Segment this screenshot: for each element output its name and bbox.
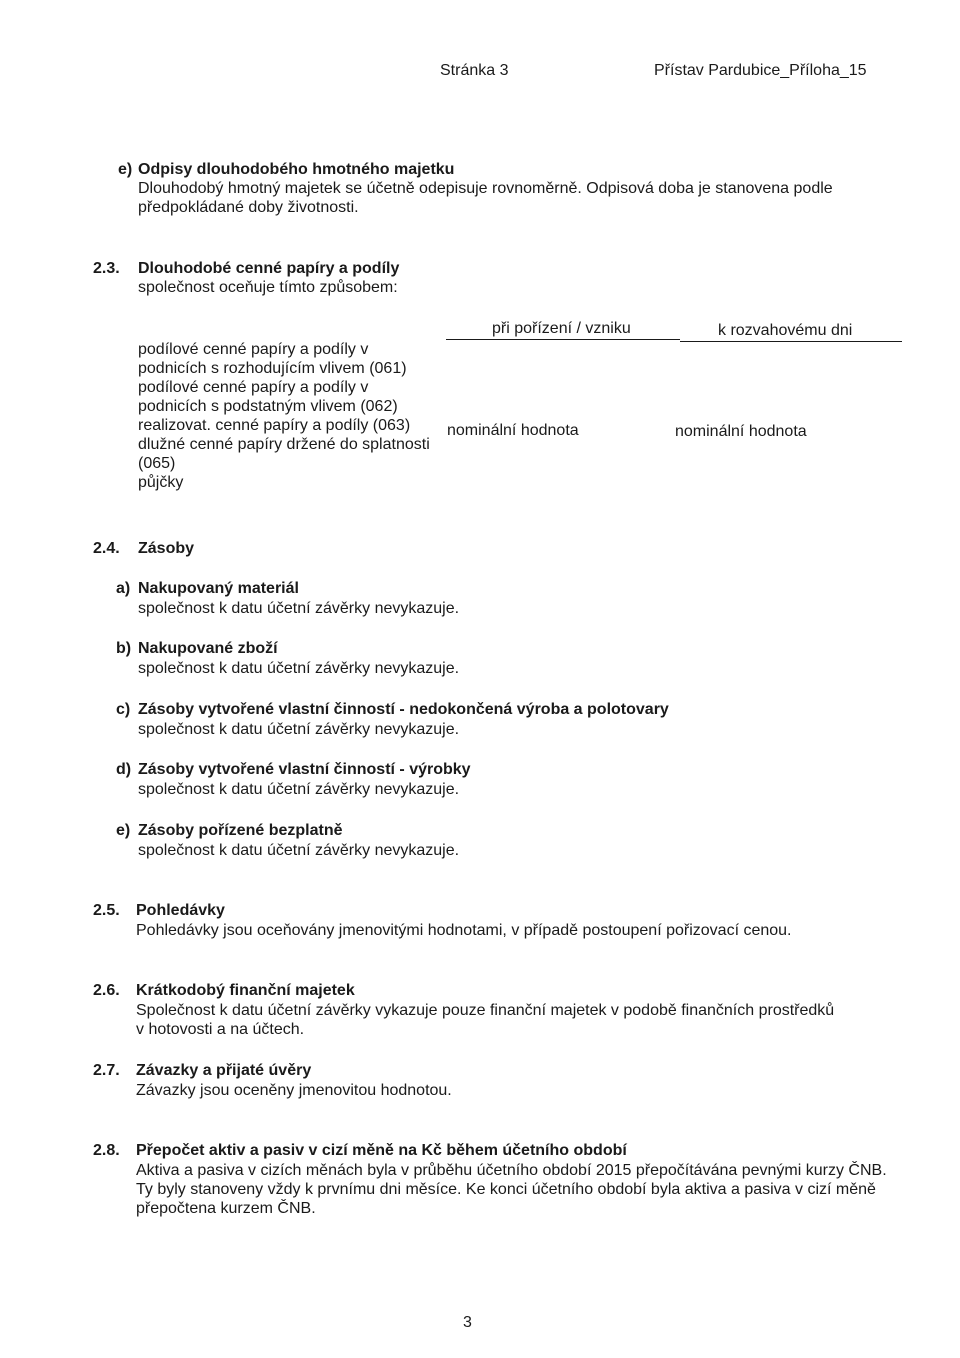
table-row-label: (065) xyxy=(138,455,176,472)
table-row-label: podílové cenné papíry a podíly v xyxy=(138,341,369,358)
section-title: Přepočet aktiv a pasiv v cizí měně na Kč během účetního období xyxy=(136,1142,627,1159)
file-label: Přístav Pardubice_Příloha_15 xyxy=(654,62,867,79)
subsection-title: Nakupované zboží xyxy=(138,640,278,657)
table-row-label: dlužné cenné papíry držené do splatnosti xyxy=(138,436,430,453)
subsection-text: společnost k datu účetní závěrky nevykazuje. xyxy=(138,660,460,677)
section-body xyxy=(136,1081,452,1100)
section-title: Dlouhodobé cenné papíry a podíly xyxy=(138,260,400,277)
body-line: Závazky jsou oceněny jmenovitou hodnotou. xyxy=(136,1082,452,1099)
body-line: Společnost k datu účetní závěrky vykazuje pouze finanční majetek v podobě finančních prostředků xyxy=(136,1002,835,1019)
section-marker: e) xyxy=(118,161,133,178)
subsection-text: společnost k datu účetní závěrky nevykazuje. xyxy=(138,842,460,859)
table-row-label: podílové cenné papíry a podíly v xyxy=(138,379,369,396)
table-row-label: podnicích s rozhodujícím vlivem (061) xyxy=(138,360,407,377)
table-cell-value: nominální hodnota xyxy=(447,422,579,439)
table-col-header: k rozvahovému dni xyxy=(718,322,853,339)
table-header-rule xyxy=(680,341,902,342)
page-label: Stránka 3 xyxy=(440,62,509,79)
subsection-text: společnost k datu účetní závěrky nevykazuje. xyxy=(138,600,460,617)
subsection-text: společnost k datu účetní závěrky nevykazuje. xyxy=(138,781,460,798)
section-number: 2.6. xyxy=(93,982,120,999)
section-number: 2.4. xyxy=(93,540,120,557)
section-title: Pohledávky xyxy=(136,902,225,919)
body-line: Pohledávky jsou oceňovány jmenovitými hodnotami, v případě postoupení pořizovací cenou. xyxy=(136,922,792,939)
section-number: 2.8. xyxy=(93,1142,120,1159)
body-line: v hotovosti a na účtech. xyxy=(136,1021,305,1038)
subsection-title: Nakupovaný materiál xyxy=(138,580,299,597)
body-line: přepočtena kurzem ČNB. xyxy=(136,1200,316,1217)
section-number: 2.5. xyxy=(93,902,120,919)
section-body xyxy=(136,921,792,940)
subsection-title: Zásoby vytvořené vlastní činností - výrobky xyxy=(138,761,471,778)
section-title: Krátkodobý finanční majetek xyxy=(136,982,355,999)
subsection-marker: d) xyxy=(116,761,132,778)
body-line: předpokládané doby životnosti. xyxy=(138,199,359,216)
table-row-labels xyxy=(138,340,430,492)
subsection-title: Zásoby pořízené bezplatně xyxy=(138,822,343,839)
section-title: Odpisy dlouhodobého hmotného majetku xyxy=(138,161,455,178)
section-title: Závazky a přijaté úvěry xyxy=(136,1062,312,1079)
section-body xyxy=(138,179,833,217)
section-title: Zásoby xyxy=(138,540,195,557)
subsection-marker: e) xyxy=(116,822,131,839)
section-number: 2.7. xyxy=(93,1062,120,1079)
table-row-label: podnicích s podstatným vlivem (062) xyxy=(138,398,398,415)
section-intro: společnost oceňuje tímto způsobem: xyxy=(138,279,398,296)
section-number: 2.3. xyxy=(93,260,120,277)
table-header-rule xyxy=(446,339,680,340)
table-row-label: realizovat. cenné papíry a podíly (063) xyxy=(138,417,411,434)
page-number: 3 xyxy=(463,1314,472,1331)
subsection-marker: b) xyxy=(116,640,132,657)
subsection-text: společnost k datu účetní závěrky nevykazuje. xyxy=(138,721,460,738)
subsection-title: Zásoby vytvořené vlastní činností - nedokončená výroba a polotovary xyxy=(138,701,669,718)
body-line: Aktiva a pasiva v cizích měnách byla v průběhu účetního období 2015 přepočítávána pevnými kurzy ČNB. xyxy=(136,1162,887,1179)
body-line: Dlouhodobý hmotný majetek se účetně odepisuje rovnoměrně. Odpisová doba je stanovena podle xyxy=(138,180,833,197)
subsection-marker: a) xyxy=(116,580,131,597)
table-row-label: půjčky xyxy=(138,474,184,491)
table-col-header: při pořízení / vzniku xyxy=(492,320,631,337)
table-cell-value: nominální hodnota xyxy=(675,423,807,440)
body-line: Ty byly stanoveny vždy k prvnímu dni měsíce. Ke konci účetního období byla aktiva a pasiva v cizí měně xyxy=(136,1181,876,1198)
subsection-marker: c) xyxy=(116,701,131,718)
section-body xyxy=(136,1001,834,1039)
section-body xyxy=(136,1161,887,1218)
